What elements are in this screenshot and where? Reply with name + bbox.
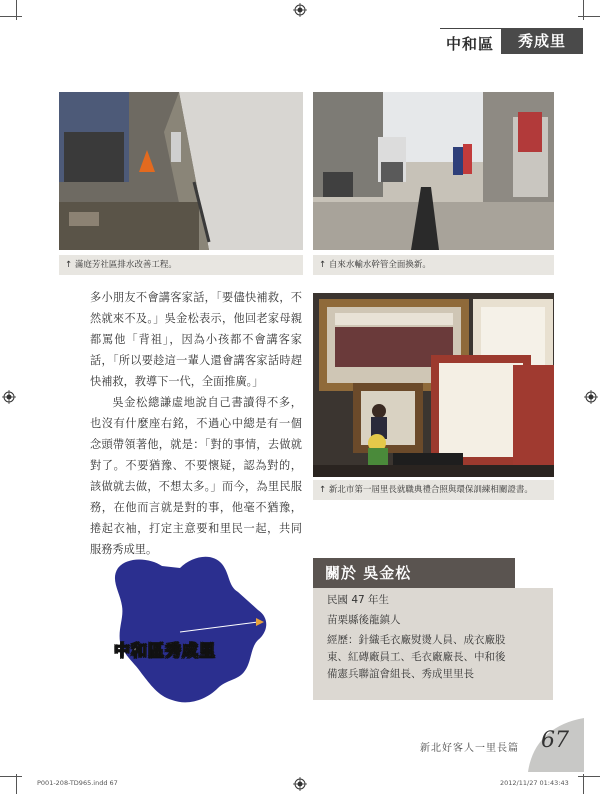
crop-mark — [583, 774, 584, 794]
paragraph: 多小朋友不會講客家話，「要儘快補救，不然就來不及。」吳金松表示，他回老家母親都罵他「背祖」，因為小孩都不會講客家話，「所以要趁這一輩人還會講客家話時趕快補救，教導下一代，全面推廣。」 — [90, 291, 302, 388]
district-map — [88, 552, 298, 712]
header-district: 中和區 — [446, 35, 495, 53]
crop-mark — [16, 0, 17, 20]
about-title: 關於 吳金松 — [313, 558, 515, 588]
about-origin: 苗栗縣後龍鎮人 — [327, 614, 401, 626]
registration-mark-icon — [2, 390, 16, 404]
crop-mark — [16, 774, 17, 794]
photo-certificates — [313, 293, 554, 477]
caption-sewer: ↑ 自來水輸水幹管全面換新。 — [313, 255, 554, 275]
photo-sewer — [313, 92, 554, 250]
registration-mark-icon — [293, 3, 307, 17]
crop-mark — [578, 776, 600, 777]
about-birth: 民國 47 年生 — [327, 594, 390, 606]
about-experience: 經歷：針織毛衣廠熨燙人員、成衣廠股東、紅磚廠員工、毛衣廠廠長、中和後備憲兵聯誼會組長、秀成里里長 — [327, 634, 506, 680]
map-label: 中和區秀成里 — [114, 641, 217, 660]
print-slug-date: 2012/11/27 01:43:43 — [500, 779, 569, 787]
crop-mark — [0, 776, 22, 777]
registration-mark-icon — [584, 390, 598, 404]
caption-drainage: ↑ 滿庭芳社區排水改善工程。 — [59, 255, 303, 275]
print-slug-file: P001-208-TD965.indd 67 — [37, 779, 118, 787]
photo-drainage — [59, 92, 303, 250]
page-number: 67 — [541, 728, 569, 753]
header-village: 秀成里 — [501, 28, 583, 54]
crop-mark — [578, 16, 600, 17]
book-title: 新北好客人一里長篇 — [420, 743, 519, 754]
crop-mark — [583, 0, 584, 20]
crop-mark — [0, 16, 22, 17]
registration-mark-icon — [293, 777, 307, 791]
map-shape-icon — [88, 552, 298, 712]
article-body — [90, 287, 302, 560]
paragraph: 吳金松總謙虛地說自己書讀得不多，也沒有什麼座右銘，不過心中總是有一個念頭帶領著他，就是：「對的事情，去做就對了。不要猶豫、不要懷疑，認為對的，該做就去做，不想太多。」而今，為里民服務，在他而言就是對的事，他毫不猶豫，捲起衣袖，打定主意要和里民一起，共同服務秀成里。 — [90, 396, 302, 556]
caption-certificates: ↑ 新北市第一屆里長就職典禮合照與環保訓練相關證書。 — [313, 480, 554, 500]
